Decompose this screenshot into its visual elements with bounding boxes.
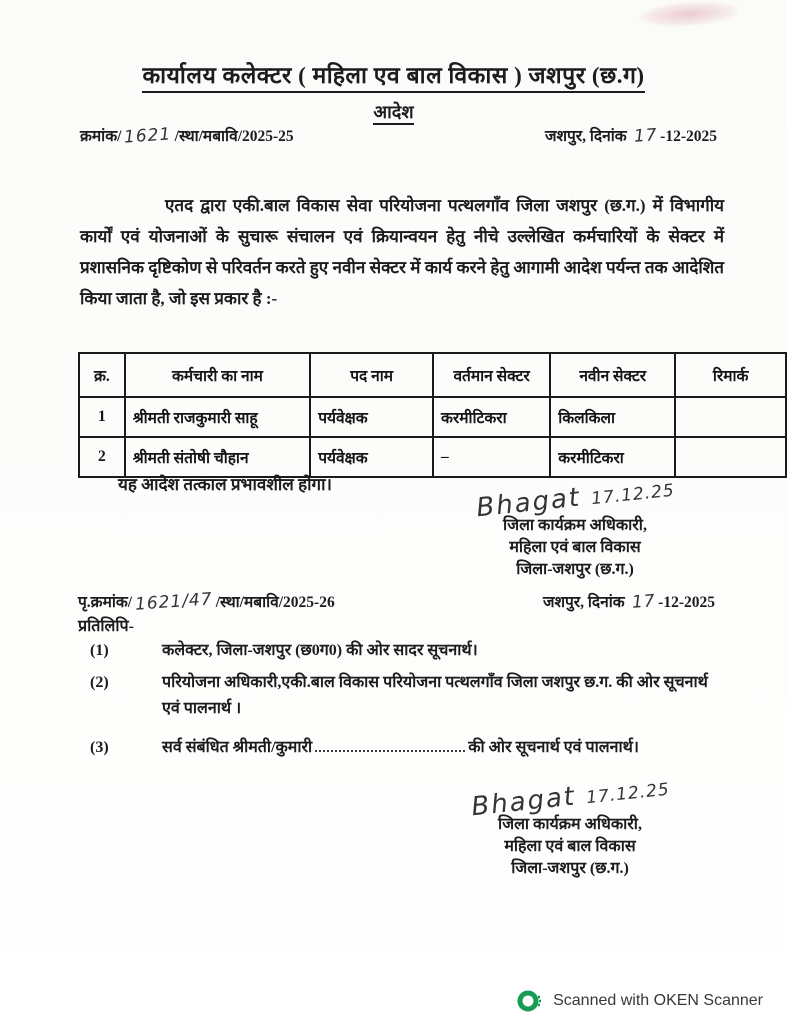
document-title-text: कार्यालय कलेक्टर ( महिला एव बाल विकास ) जशपुर (छ.ग) (142, 63, 644, 93)
place-date-suffix: -12-2025 (660, 128, 717, 145)
cell-remark (675, 437, 786, 477)
reference-line (80, 124, 717, 146)
copy-item (90, 638, 725, 664)
fill-in-blank-line (315, 736, 465, 752)
date-day-handwritten: 17 (632, 125, 658, 147)
cell-post-name: पर्यवेक्षक (310, 397, 433, 437)
transfer-table-head (79, 353, 786, 397)
cell-new-sector: करमीटिकरा (550, 437, 675, 477)
transfer-table-body (79, 397, 786, 477)
header-employee-name: कर्मचारी का नाम (125, 353, 311, 397)
cell-new-sector: किलकिला (550, 397, 675, 437)
table-row (79, 397, 786, 437)
endorsement-place-date (543, 590, 715, 612)
copy-to-label: प्रतिलिपि- (78, 618, 134, 635)
copy-item-number: (2) (90, 674, 109, 691)
document-title (0, 58, 787, 90)
copy-item (90, 735, 725, 761)
endorsement-place-date-prefix: जशपुर, दिनांक (542, 594, 625, 611)
order-heading-text: आदेश (373, 102, 413, 125)
signature-date-handwritten: 17.12.25 (584, 779, 671, 809)
signature-name-handwritten: Bhagat (474, 482, 582, 524)
table-row (79, 437, 786, 477)
signature-block-top (445, 480, 705, 581)
header-new-sector: नवीन सेक्टर (550, 353, 675, 397)
reference-suffix: /स्था/मबावि/2025-25 (174, 128, 294, 145)
signatory-designation: जिला कार्यक्रम अधिकारी, (498, 816, 642, 833)
endorsement-reference-number (78, 589, 335, 615)
cell-employee-name: श्रीमती संतोषी चौहान (125, 437, 311, 477)
order-heading (0, 100, 787, 124)
header-serial: क्र. (79, 353, 125, 397)
header-remark: रिमार्क (675, 353, 786, 397)
cell-serial: 1 (79, 397, 125, 437)
endorsement-ref-prefix: पृ.क्रमांक/ (78, 594, 133, 611)
copy-item-text-before: सर्व संबंधित श्रीमती/कुमारी (162, 739, 313, 756)
copy-item-text (162, 735, 725, 761)
reference-number-handwritten: 1621 (123, 124, 173, 148)
place-date-prefix: जशपुर, दिनांक (544, 128, 627, 145)
order-body-paragraph: एतद द्वारा एकी.बाल विकास सेवा परियोजना पत्थलगाँव जिला जशपुर (छ.ग.) में विभागीय कार्यों एवं योजनाओं के सुचारू संचालन एवं क्रियान्वयन हेतु नीचे उल्लेखित कर्मचारियों के सेक्टर में प्रशासनिक दृष्टिकोण से परिवर्तन करते हुए नवीन सेक्टर में कार्य करने हेतु आगामी आदेश पर्यन्त तक आदेशित किया जाता है, जो इस प्रकार है :- (80, 196, 724, 308)
cell-remark (675, 397, 786, 437)
place-date (545, 124, 717, 146)
copy-item-number: (3) (90, 739, 109, 756)
scanner-watermark-text: Scanned with OKEN Scanner (553, 992, 763, 1009)
endorsement-ref-suffix: /स्था/मबावि/2025-26 (215, 594, 335, 611)
signatory-district: जिला-जशपुर (छ.ग.) (511, 860, 629, 877)
signatory-district: जिला-जशपुर (छ.ग.) (516, 561, 634, 578)
cell-employee-name: श्रीमती राजकुमारी साहू (125, 397, 311, 437)
copy-item-text: परियोजना अधिकारी,एकी.बाल विकास परियोजना पत्थलगाँव जिला जशपुर छ.ग. की ओर सूचनार्थ एवं पालनार्थ । (162, 674, 708, 717)
endorsement-reference-line (78, 589, 715, 615)
signature-block-bottom (430, 779, 710, 880)
header-post-name: पद नाम (310, 353, 433, 397)
signatory-department: महिला एवं बाल विकास (504, 838, 636, 855)
cell-current-sector: – (433, 437, 550, 477)
transfer-table (78, 352, 787, 478)
signatory-designation: जिला कार्यक्रम अधिकारी, (503, 517, 647, 534)
scanner-watermark (517, 988, 763, 1014)
signature-date-handwritten: 17.12.25 (589, 480, 676, 510)
endorsement-date-day-handwritten: 17 (630, 591, 656, 613)
copy-item (90, 670, 725, 722)
copy-item-number: (1) (90, 642, 109, 659)
header-current-sector: वर्तमान सेक्टर (433, 353, 550, 397)
effective-immediately-note: यह आदेश तत्काल प्रभावशील होगा। (118, 475, 332, 494)
stamp-smudge (638, 0, 739, 29)
oken-scanner-logo-icon (517, 988, 543, 1014)
endorsement-ref-number-handwritten: 1621/47 (134, 589, 214, 615)
reference-number (80, 124, 294, 146)
endorsement-place-date-suffix: -12-2025 (658, 594, 715, 611)
cell-current-sector: करमीटिकरा (433, 397, 550, 437)
signature-name-handwritten: Bhagat (469, 781, 577, 823)
copy-item-text: कलेक्टर, जिला-जशपुर (छ0ग0) की ओर सादर सूचनार्थ। (162, 642, 478, 659)
reference-prefix: क्रमांक/ (80, 128, 122, 145)
table-header-row (79, 353, 786, 397)
signatory-department: महिला एवं बाल विकास (509, 539, 641, 556)
cell-serial: 2 (79, 437, 125, 477)
cell-post-name: पर्यवेक्षक (310, 437, 433, 477)
copy-item-text-after: की ओर सूचनार्थ एवं पालनार्थ। (468, 739, 639, 756)
